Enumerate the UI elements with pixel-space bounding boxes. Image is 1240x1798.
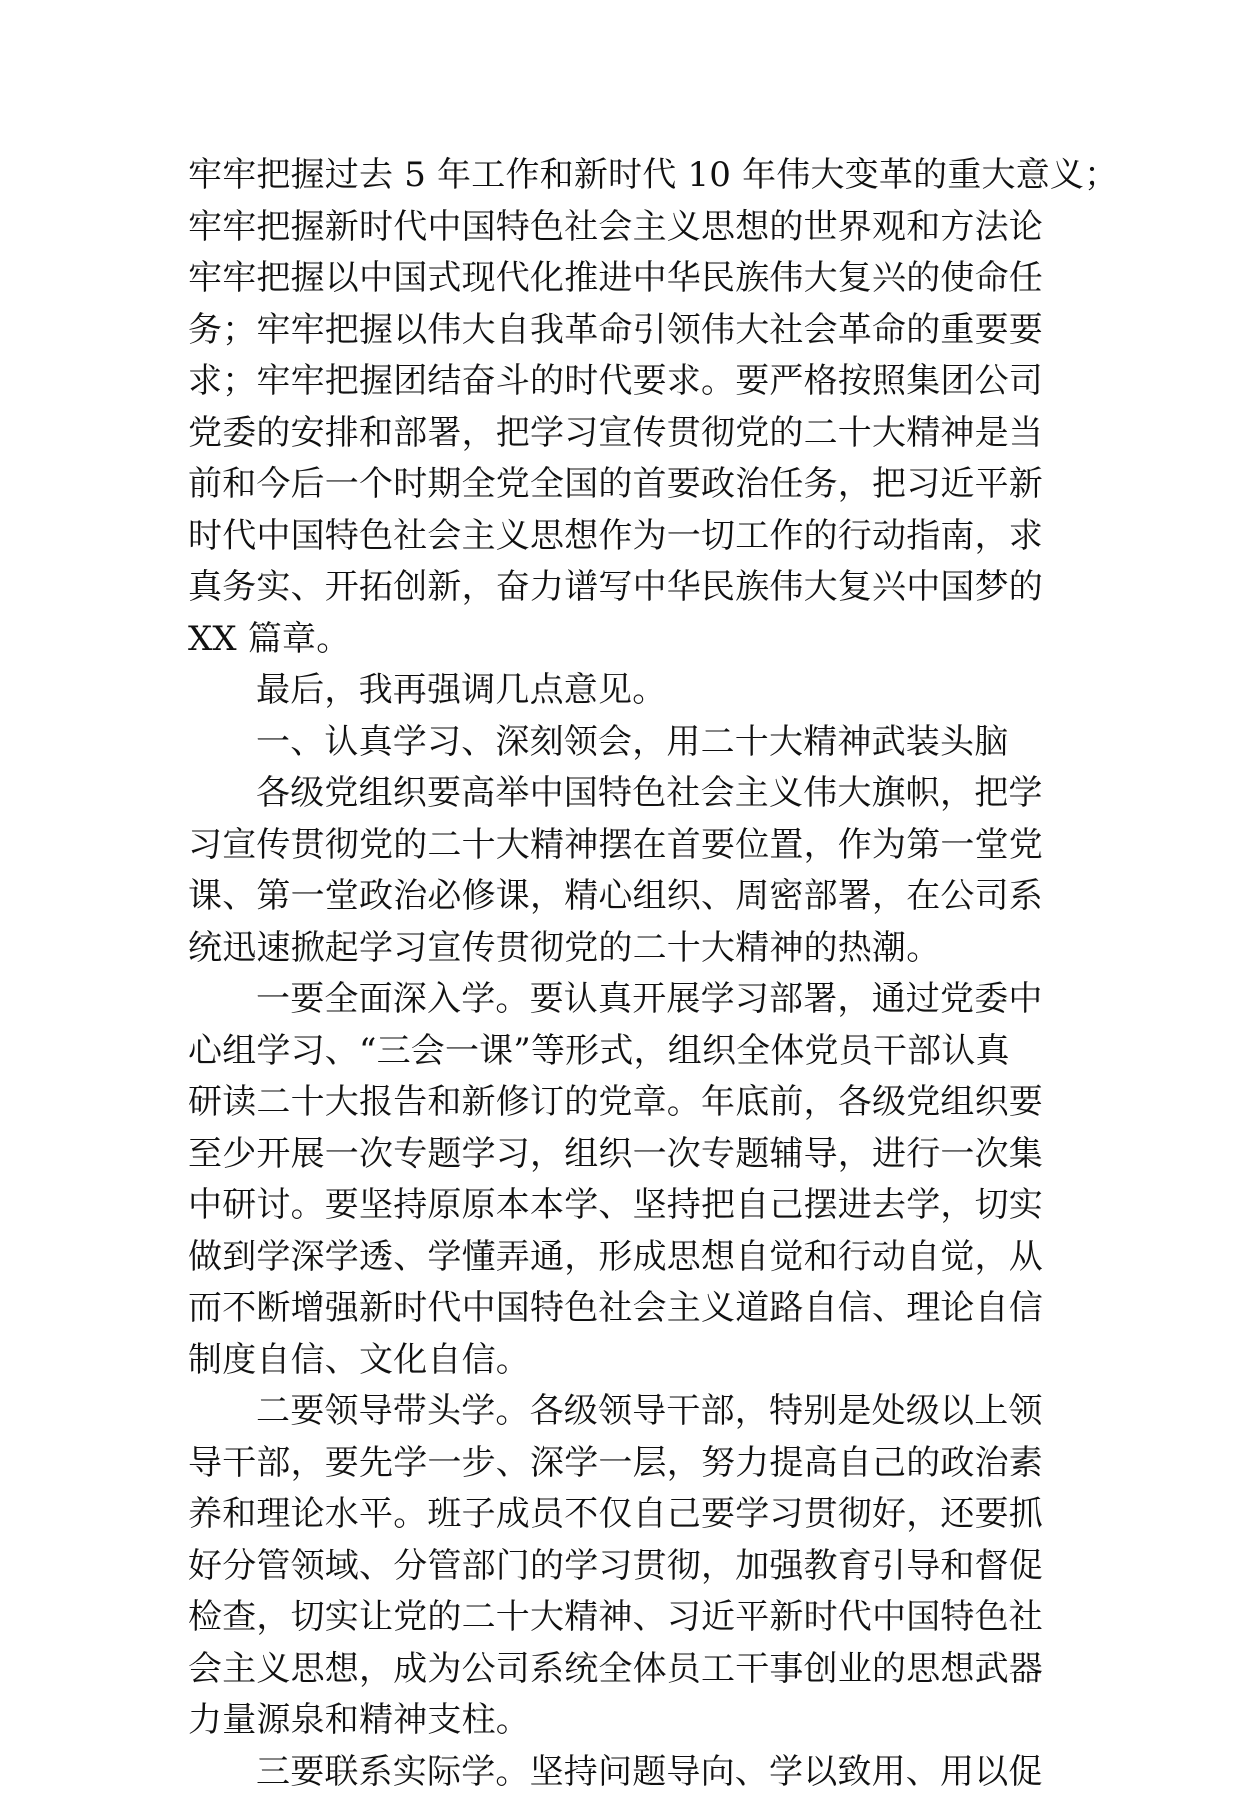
text-line: 制度自信、文化自信。 <box>188 1335 1078 1387</box>
text-line: XX 篇章。 <box>188 614 1078 666</box>
text-line: 前和今后一个时期全党全国的首要政治任务，把习近平新 <box>188 459 1078 511</box>
text-line: 心组学习、“三会一课”等形式，组织全体党员干部认真 <box>188 1026 1078 1078</box>
text-line: 而不断增强新时代中国特色社会主义道路自信、理论自信 <box>188 1283 1078 1335</box>
text-line: 一要全面深入学。要认真开展学习部署，通过党委中 <box>188 974 1078 1026</box>
text-line: 二要领导带头学。各级领导干部，特别是处级以上领 <box>188 1386 1078 1438</box>
text-line: 时代中国特色社会主义思想作为一切工作的行动指南，求 <box>188 511 1078 563</box>
text-line: 做到学深学透、学懂弄通，形成思想自觉和行动自觉，从 <box>188 1232 1078 1284</box>
text-line: 党委的安排和部署，把学习宣传贯彻党的二十大精神是当 <box>188 408 1078 460</box>
text-line: 统迅速掀起学习宣传贯彻党的二十大精神的热潮。 <box>188 923 1078 975</box>
text-line: 课、第一堂政治必修课，精心组织、周密部署，在公司系 <box>188 871 1078 923</box>
text-line: 会主义思想，成为公司系统全体员工干事创业的思想武器 <box>188 1644 1078 1696</box>
document-body <box>188 150 1078 1798</box>
text-line: 各级党组织要高举中国特色社会主义伟大旗帜，把学 <box>188 768 1078 820</box>
text-line: 牢牢把握过去 5 年工作和新时代 10 年伟大变革的重大意义； <box>188 150 1078 202</box>
text-line: 牢牢把握以中国式现代化推进中华民族伟大复兴的使命任 <box>188 253 1078 305</box>
text-line: 牢牢把握新时代中国特色社会主义思想的世界观和方法论 <box>188 202 1078 254</box>
text-line: 一、认真学习、深刻领会，用二十大精神武装头脑 <box>188 717 1078 769</box>
text-line: 导干部，要先学一步、深学一层，努力提高自己的政治素 <box>188 1438 1078 1490</box>
text-line: 中研讨。要坚持原原本本学、坚持把自己摆进去学，切实 <box>188 1180 1078 1232</box>
text-line: 力量源泉和精神支柱。 <box>188 1695 1078 1747</box>
text-line: 检查，切实让党的二十大精神、习近平新时代中国特色社 <box>188 1592 1078 1644</box>
text-line: 研读二十大报告和新修订的党章。年底前，各级党组织要 <box>188 1077 1078 1129</box>
text-line: 求；牢牢把握团结奋斗的时代要求。要严格按照集团公司 <box>188 356 1078 408</box>
text-line: 三要联系实际学。坚持问题导向、学以致用、用以促 <box>188 1747 1078 1798</box>
text-line: 真务实、开拓创新，奋力谱写中华民族伟大复兴中国梦的 <box>188 562 1078 614</box>
text-line: 务；牢牢把握以伟大自我革命引领伟大社会革命的重要要 <box>188 305 1078 357</box>
text-line: 习宣传贯彻党的二十大精神摆在首要位置，作为第一堂党 <box>188 820 1078 872</box>
text-line: 养和理论水平。班子成员不仅自己要学习贯彻好，还要抓 <box>188 1489 1078 1541</box>
text-line: 最后，我再强调几点意见。 <box>188 665 1078 717</box>
text-line: 至少开展一次专题学习，组织一次专题辅导，进行一次集 <box>188 1129 1078 1181</box>
text-line: 好分管领域、分管部门的学习贯彻，加强教育引导和督促 <box>188 1541 1078 1593</box>
